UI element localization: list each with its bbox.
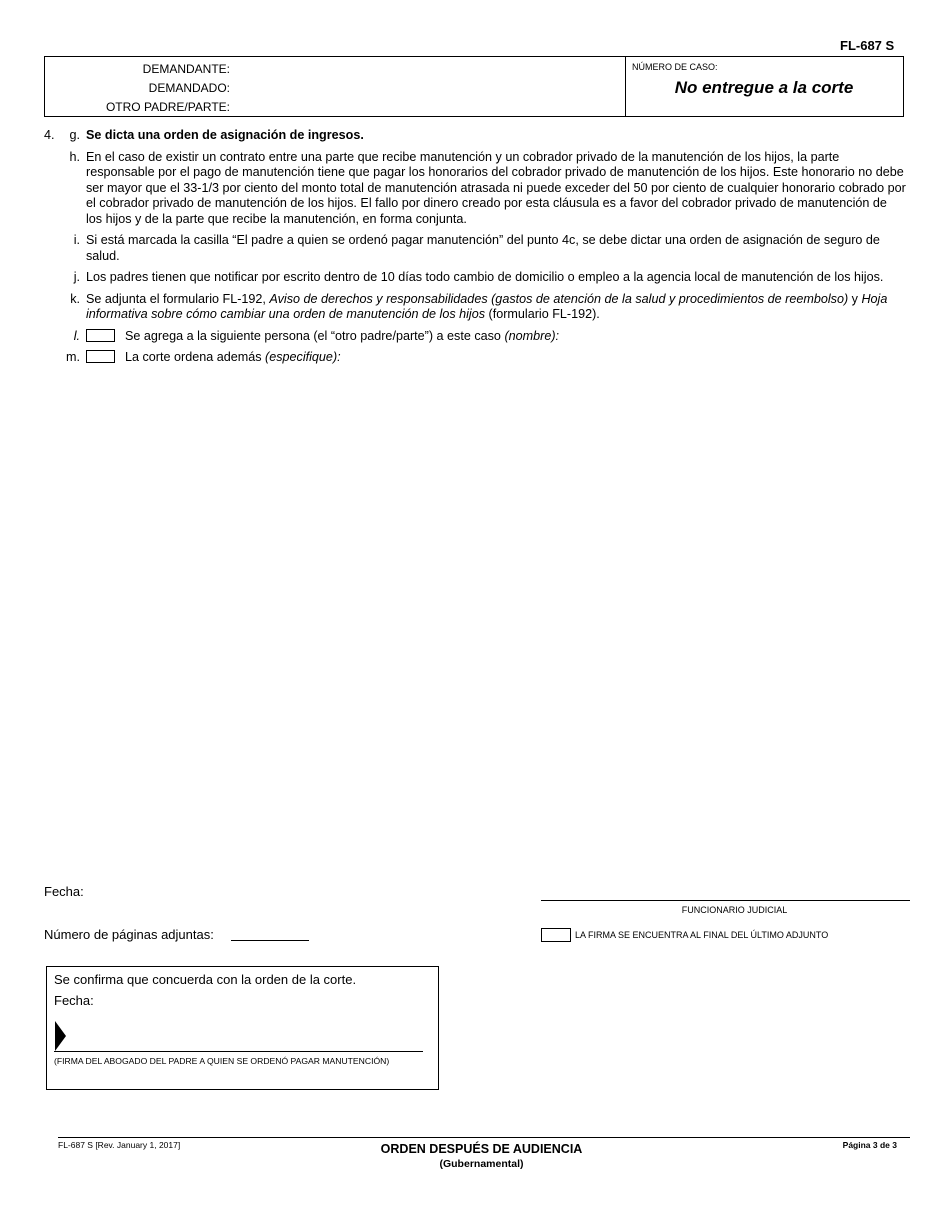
pages-attached-label: Número de páginas adjuntas: [44, 927, 214, 942]
footer-divider [58, 1137, 910, 1138]
judicial-signature-line[interactable] [541, 900, 910, 901]
item-l-checkbox[interactable] [86, 329, 115, 342]
respondent-label: DEMANDADO: [148, 81, 230, 95]
form-id: FL-687 S [840, 38, 895, 53]
item-text: y [848, 291, 862, 306]
item-text: Se agrega a la siguiente persona (el “otro padre/parte”) a este caso [125, 328, 505, 343]
confirmation-statement: Se confirma que concuerda con la orden de la corte. [54, 972, 357, 987]
signature-follows-checkbox[interactable] [541, 928, 571, 942]
sign-here-arrow-icon [55, 1021, 66, 1051]
item-4g [44, 128, 906, 144]
footer-revision: FL-687 S [Rev. January 1, 2017] [58, 1140, 181, 1150]
item-text: (formulario FL-192). [485, 307, 600, 321]
order-items [44, 128, 906, 372]
item-text: En el caso de existir un contrato entre una parte que recibe manutención y un cobrador privado de la manutención de los hijos, la parte responsable por el pago de manutención tiene que pagar los honorarios del cobrador privado de manutención de los hijos. Este honorario no debe ser mayor que el 33-1/3 por ciento del monto total de manutención atrasada ni puede exceder del 50 por ciento de cualquier honorario cobrado por el cobrador privado de manutención de los hijos. El fallo por dinero creado por esta cláusula es a favor del cobrador privado de manutención de los hijos y de la parte que recibe la manutención, en forma conjunta. [86, 149, 906, 226]
confirmation-box [46, 966, 439, 1090]
other-party-label: OTRO PADRE/PARTE: [105, 100, 230, 114]
confirmation-date-label: Fecha: [54, 993, 94, 1008]
parties-box [45, 57, 626, 116]
footer-title: ORDEN DESPUÉS DE AUDIENCIA [380, 1142, 583, 1156]
case-number-value: No entregue a la corte [674, 78, 854, 97]
item-4i [44, 233, 906, 264]
item-4k [44, 292, 906, 323]
attorney-signature-caption: (FIRMA DEL ABOGADO DEL PADRE A QUIEN SE ORDENÓ PAGAR MANUTENCIÓN) [54, 1056, 390, 1066]
date-label: Fecha: [44, 884, 84, 899]
item-text-italic: (nombre): [504, 328, 560, 343]
signature-follows-label: LA FIRMA SE ENCUENTRA AL FINAL DEL ÚLTIMO ADJUNTO [575, 930, 829, 940]
pages-attached-field[interactable] [231, 940, 309, 941]
footer-page-number: Página 3 de 3 [842, 1140, 897, 1150]
case-caption [44, 56, 904, 117]
item-m-checkbox[interactable] [86, 350, 115, 363]
item-label: l. [73, 328, 80, 343]
case-number-box [625, 57, 903, 116]
item-number: 4. [44, 128, 55, 142]
item-text-italic: (especifique): [265, 350, 341, 364]
item-label: h. [69, 149, 80, 164]
item-label: j. [73, 270, 80, 284]
case-number-label: NÚMERO DE CASO: [632, 62, 718, 72]
item-label: g. [69, 128, 80, 142]
item-label: i. [73, 233, 80, 247]
item-text: Se dicta una orden de asignación de ingresos. [86, 128, 364, 142]
item-text-italic: Aviso de derechos y responsabilidades (gastos de atención de la salud y procedimientos de reembolso) [269, 291, 849, 306]
judicial-officer-caption: FUNCIONARIO JUDICIAL [681, 905, 788, 915]
item-4m [44, 350, 906, 366]
item-4l [44, 329, 906, 345]
item-text-italic: Hoja informativa sobre cómo cambiar una orden de manutención de los hijos [86, 291, 888, 321]
item-label: k. [70, 291, 80, 306]
item-4h [44, 150, 906, 228]
item-text: Los padres tienen que notificar por escrito dentro de 10 días todo cambio de domicilio o empleo a la agencia local de manutención de los hijos. [86, 270, 884, 284]
item-text: Se adjunta el formulario FL-192, [86, 291, 270, 306]
attorney-signature-line[interactable] [54, 1051, 423, 1052]
item-text: Si está marcada la casilla “El padre a quien se ordenó pagar manutención” del punto 4c, se debe dictar una orden de asignación de seguro de salud. [86, 233, 880, 263]
item-4j [44, 270, 906, 286]
footer-subtitle: (Gubernamental) [439, 1158, 524, 1170]
petitioner-label: DEMANDANTE: [142, 62, 230, 76]
item-label: m. [66, 350, 80, 364]
item-text: La corte ordena además [125, 350, 266, 364]
